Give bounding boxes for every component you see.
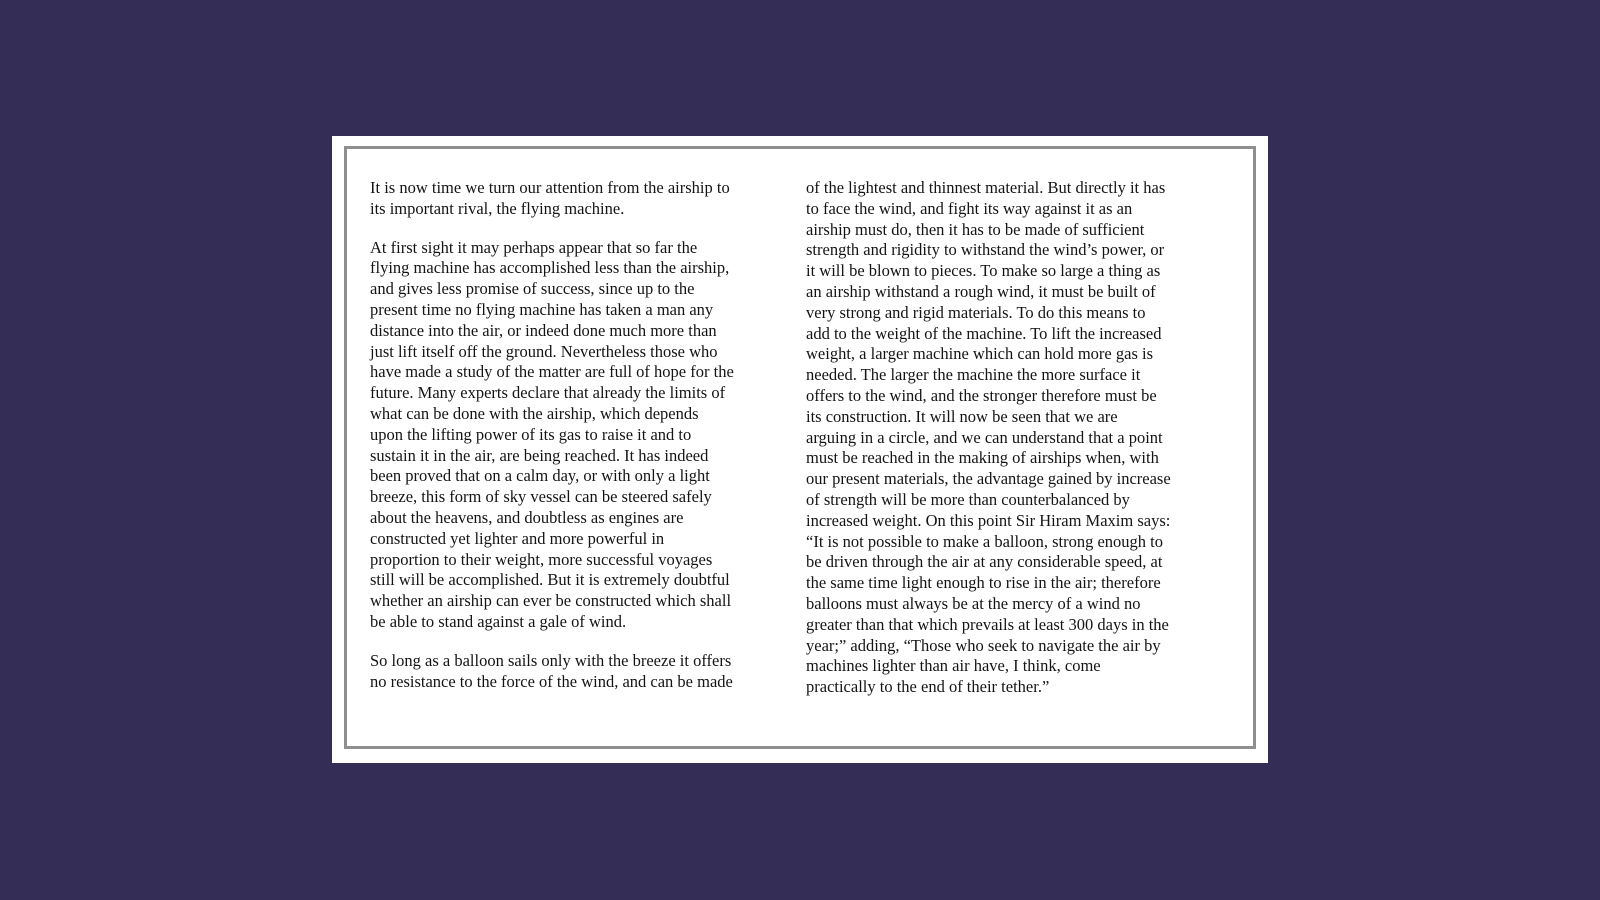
document-page [332, 136, 1268, 763]
paragraph-intro: It is now time we turn our attention from the airship to its important rival, the flying machine. [370, 178, 730, 218]
paragraph-first-sight: At first sight it may perhaps appear that so far the flying machine has accomplished less than the airship, and gives less promise of success, since up to the present time no flying machine has taken a man any distance into the air, or indeed done much more than just lift itself off the ground. Nevertheless those who have made a study of the matter are full of hope for the future. Many experts declare that already the limits of what can be done with the airship, which depends upon the lifting power of its gas to raise it and to sustain it in the air, are being reached. It has indeed been proved that on a calm day, or with only a light breeze, this form of sky vessel can be steered safely about the heavens, and doubtless as engines are constructed yet lighter and more powerful in proportion to their weight, more successful voyages still will be accomplished. But it is extremely doubtful whether an airship can ever be constructed which shall be able to stand against a gale of wind. [370, 237, 734, 631]
right-text-column [806, 178, 1204, 698]
left-text-column [370, 178, 768, 692]
paragraph-balloon-breeze: So long as a balloon sails only with the breeze it offers no resistance to the force of the wind, and can be made [370, 650, 733, 691]
paragraph-continued: of the lightest and thinnest material. But directly it has to face the wind, and fight its way against it as an airship must do, then it has to be made of sufficient strength and rigidity to withstand the wind’s power, or it will be blown to pieces. To make so large a thing as an airship withstand a rough wind, it must be built of very strong and rigid materials. To do this means to add to the weight of the machine. To lift the increased weight, a larger machine which can hold more gas is needed. The larger the machine the more surface it offers to the wind, and the stronger therefore must be its construction. It will now be seen that we are arguing in a circle, and we can understand that a point must be reached in the making of airships when, with our present materials, the advantage gained by increase of strength will be more than counterbalanced by increased weight. On this point Sir Hiram Maxim says: “It is not possible to make a balloon, strong enough to be driven through the air at any considerable speed, at the same time light enough to rise in the air; therefore balloons must always be at the mercy of a wind no greater than that which prevails at least 300 days in the year;” adding, “Those who seek to navigate the air by machines lighter than air have, I think, come practically to the end of their tether.” [806, 178, 1171, 697]
